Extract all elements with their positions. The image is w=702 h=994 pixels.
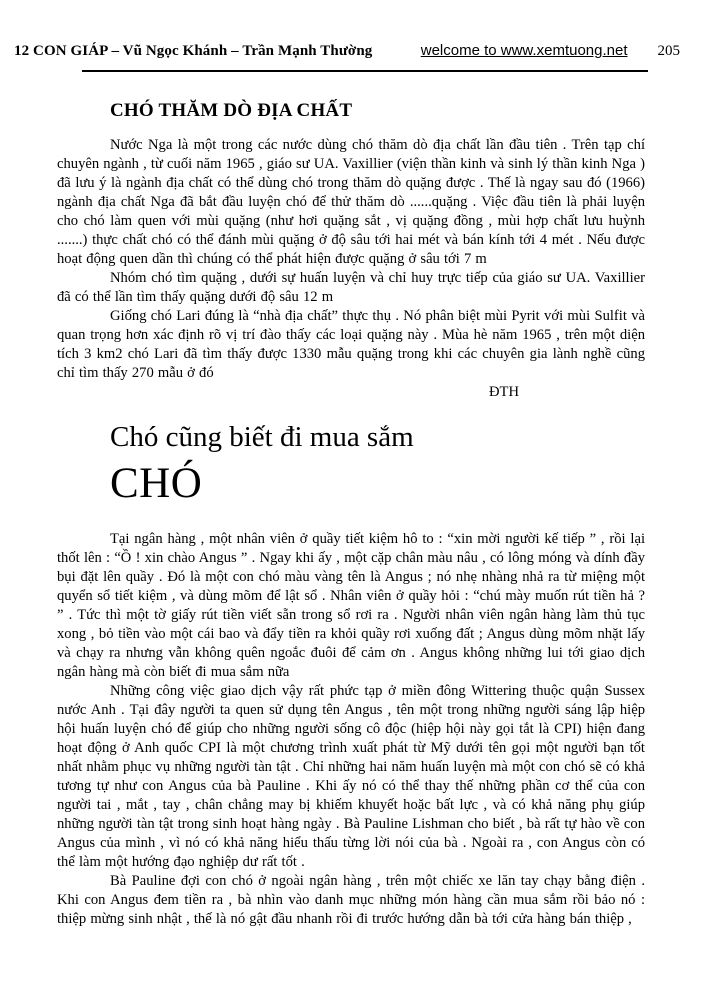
book-title: 12 CON GIÁP – Vũ Ngọc Khánh – Trần Mạnh Thường <box>14 43 373 59</box>
header-divider <box>82 70 648 72</box>
site-link[interactable]: welcome to www.xemtuong.net <box>420 42 628 59</box>
author-signature: ĐTH <box>489 383 519 400</box>
paragraph: Nước Nga là một trong các nước dùng chó thăm dò địa chất lần đầu tiên . Trên tạp chí chuyên ngành , từ cuối năm 1965 , giáo sư UA. Vaxillier (viện thần kinh và sinh lý thần kinh Nga ) đã lưu ý là ngành địa chất có thể dùng chó trong thăm dò quặng được . Thế là ngay sau đó (1966) ngành địa chất Nga đã bắt đầu luyện chó để thử thăm dò ......quặng . Việc đầu tiên là phải luyện cho chó làm quen với mùi quặng (như hơi quặng sắt , vị quặng đồng , mùi hợp chất lưu huỳnh .......) thực chất chó có thể đánh mùi quặng ở độ sâu tới hai mét và bán kính tới 4 mét . Nếu được hoạt động quen dần thì chúng có thể phát hiện được quặng ở sâu tới 7 m <box>57 136 645 267</box>
page-number: 205 <box>657 43 680 59</box>
article-geology-body <box>57 136 645 383</box>
article-shopping-body <box>57 530 645 929</box>
article-big-title: CHÓ <box>110 459 203 507</box>
page-header <box>0 0 702 60</box>
paragraph: Những công việc giao dịch vậy rất phức tạp ở miền đông Wittering thuộc quận Sussex nước Anh . Tại đây người ta quen sử dụng tên Angus , tên một trong những người sáng lập hiệp hội huấn luyện chó để giúp cho những người sống cô độc (hiệp hội này gọi tắt là CPI) hiện đang hoạt động ở Anh quốc CPI là một chương trình xuất phát từ Mỹ dưới tên gọi một người bạn tốt nhất nhằm phục vụ những người tàn tật . Chỉ những hai năm huấn luyện mà một con chó sẽ có khả tương tự như con Angus của bà Pauline . Khi ấy nó có thể thay thế những phần cơ thể của con người tai , mắt , tay , chân chẳng may bị khiếm khuyết hoặc bất lực , và có khả năng phụ giúp những người tàn tật trong sinh hoạt hàng ngày . Bà Pauline Lishman cho biết , bà rất tự hào về con Angus của mình , vì nó có khả năng hiểu thấu từng lời nói của bà . Ngoài ra , con Angus còn có thể làm một hướng đạo nghiệp dư rất tốt . <box>57 683 645 871</box>
article-title-geology: CHÓ THĂM DÒ ĐỊA CHẤT <box>110 100 353 121</box>
paragraph: Tại ngân hàng , một nhân viên ở quầy tiết kiệm hô to : “xin mời người kế tiếp ” , rồi lại thốt lên : “Ồ ! xin chào Angus ” . Ngay khi ấy , một cặp chân màu nâu , có lông móng và dính đầy bụi đặt lên quầy . Đó là một con chó màu vàng tên là Angus ; nó nhẹ nhàng nhả ra từ miệng một quyển sổ tiết kiệm , và dùng mõm để lật sổ . Nhân viên ở quầy hỏi : “chú mày muốn rút tiền hả ? ” . Tức thì một tờ giấy rút tiền viết sẵn trong sổ rơi ra . Người nhân viên ngân hàng làm thủ tục xong , bỏ tiền vào một cái bao và đẩy tiền ra khỏi quầy rơi xuống đất ; Angus dùng mõm nhặt lấy và chạy ra nhưng vẫn không quên ngoắc đuôi để cảm ơn . Angus không những lui tới giao dịch ngân hàng mà còn biết đi mua sắm nữa <box>57 531 645 681</box>
paragraph: Giống chó Lari đúng là “nhà địa chất” thực thụ . Nó phân biệt mùi Pyrit với mùi Sulfit và quan trọng hơn xác định rõ vị trí đào thấy các loại quặng này . Mùa hè năm 1965 , trên một diện tích 3 km2 chó Lari đã tìm thấy được 1330 mẫu quặng trong khi các chuyên gia lành nghề cũng chỉ tìm thấy 270 mẫu ở đó <box>57 307 645 381</box>
paragraph: Bà Pauline đợi con chó ở ngoài ngân hàng , trên một chiếc xe lăn tay chạy bằng điện . Khi con Angus đem tiền ra , bà nhìn vào danh mục những món hàng cần mua sắm rồi bảo nó : thiệp mừng sinh nhật , thế là nó gật đầu nhanh rồi đi trước hướng dẫn bà tới cửa hàng bán thiệp , <box>57 873 645 928</box>
paragraph: Nhóm chó tìm quặng , dưới sự huấn luyện và chỉ huy trực tiếp của giáo sư UA. Vaxillier đã có thể lần tìm thấy quặng dưới độ sâu 12 m <box>57 269 645 305</box>
article-subtitle-shopping: Chó cũng biết đi mua sắm <box>110 420 414 453</box>
page-content <box>57 100 645 929</box>
